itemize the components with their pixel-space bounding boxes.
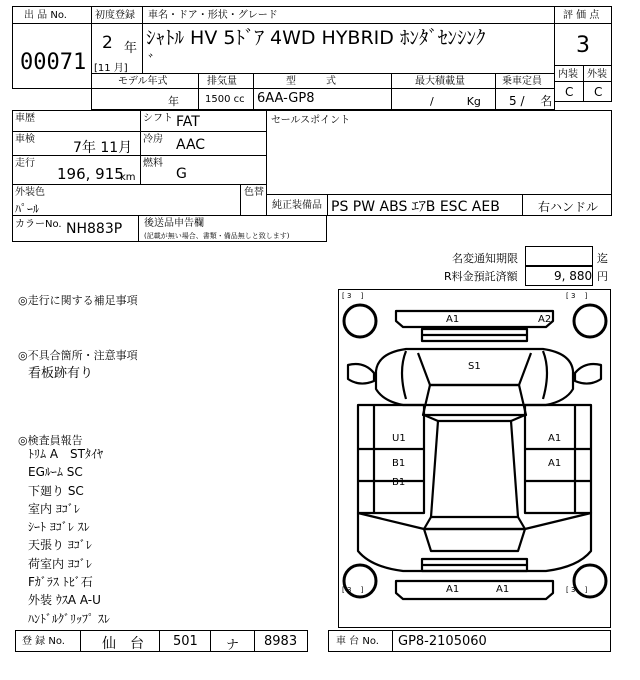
divider: [254, 630, 255, 652]
recycle-fee-unit: 円: [597, 270, 608, 283]
max-load-label: 最大積載量: [415, 76, 465, 87]
car-name-label: 車名・ドア・形状・グレード: [148, 10, 278, 21]
inspector-report-title: ◎検査員報告: [18, 434, 83, 447]
windshield-outline: [423, 385, 526, 415]
mark-rear-bumper-right: A1: [496, 584, 510, 595]
color-number: NH883P: [66, 221, 123, 237]
max-load: / Kg: [430, 95, 481, 108]
recycle-fee-label: R料金預託済額: [444, 270, 518, 283]
mark-right-rear-door: A1: [548, 458, 562, 469]
inspector-line: EGﾙｰﾑ SC: [28, 465, 83, 480]
divider: [12, 23, 92, 24]
air-conditioner: AAC: [176, 137, 206, 153]
exterior-color: ﾊﾟｰﾙ: [15, 202, 40, 216]
recycle-fee: 9, 880: [554, 269, 593, 283]
front-bumper-outline: [396, 311, 553, 327]
inspector-line: ｼｰﾄ ﾖｺﾞﾚ ｽﾚ: [28, 520, 90, 535]
color-number-label: カラーNo.: [15, 219, 62, 230]
divider: [391, 73, 392, 110]
divider: [327, 194, 328, 216]
divider: [91, 23, 143, 24]
inspector-line: ﾄﾘﾑ A STﾀｲﾔ: [28, 447, 103, 461]
divider: [198, 73, 199, 110]
inspector-line: 外装 ｳｽA A-U: [28, 593, 101, 608]
mark-front-bumper-right: A2: [538, 314, 552, 325]
mark-left-rear-quarter: B1: [392, 477, 406, 488]
driving-notes-title: ◎走行に関する補足事項: [18, 294, 138, 307]
tire-tread-rear-left: [ 3 ]: [342, 586, 364, 594]
chassis-label: 車 台 No.: [336, 636, 379, 647]
capacity: 5 / 名: [509, 94, 553, 108]
wheel-front-left-icon: [344, 305, 376, 337]
roof-outline: [431, 421, 518, 517]
defect-item: 看板跡有り: [28, 366, 94, 381]
mileage: 196, 915: [57, 165, 124, 183]
first-registration-month: [11 月]: [94, 63, 128, 74]
shift-label: シフト: [143, 113, 173, 124]
displacement-label: 排気量: [207, 76, 237, 87]
mark-front-bumper-left: A1: [446, 314, 460, 325]
inspector-line: ﾊﾝﾄﾞﾙｸﾞﾘｯﾌﾟ ｽﾚ: [28, 611, 110, 626]
inspector-line: Fｶﾞﾗｽ ﾄﾋﾞ石: [28, 575, 93, 590]
color-change-label: 色替: [244, 187, 264, 198]
car-name-continuation: ﾞ: [148, 52, 157, 71]
wheel-front-right-icon: [574, 305, 606, 337]
displacement: 1500 cc: [205, 94, 245, 105]
equipment-label: 純正装備品: [272, 200, 322, 211]
mileage-unit: km: [120, 172, 136, 183]
history-label: 車歴: [15, 113, 35, 124]
declaration-note: (記載が無い場合、書類・備品無しと致します): [144, 232, 290, 240]
equipment: PS PW ABS ｴｱB ESC AEB: [331, 199, 500, 215]
rear-bumper-outline: [396, 581, 553, 599]
sales-point-label: セールスポイント: [271, 115, 351, 126]
name-change-box: [525, 246, 593, 266]
divider: [495, 73, 496, 110]
chassis-number: GP8-2105060: [398, 634, 487, 649]
mirror-right-icon: [575, 364, 601, 384]
interior-score: C: [565, 85, 574, 99]
body-left-side: [358, 405, 424, 513]
name-change-label: 名変通知期限: [452, 252, 518, 265]
divider: [91, 88, 555, 89]
car-name: ｼｬﾄﾙ HV 5ﾄﾞｱ 4WD HYBRID ﾎﾝﾀﾞｾﾝｼﾝｸ: [146, 27, 486, 49]
divider: [80, 630, 81, 652]
exterior-color-label: 外装色: [15, 187, 45, 198]
mark-left-front-door: U1: [392, 433, 406, 444]
exterior-label: 外装: [587, 69, 607, 80]
lot-number: 00071: [20, 50, 87, 75]
divider: [138, 215, 139, 242]
divider: [12, 184, 267, 185]
divider: [240, 184, 241, 216]
declaration-label: 後送品申告欄: [144, 218, 204, 229]
tire-tread-rear-right: [ 3 ]: [566, 586, 588, 594]
inspector-line: 下廻り SC: [28, 483, 84, 498]
inspector-line: 荷室内 ﾖｺﾞﾚ: [28, 556, 92, 571]
mirror-left-icon: [348, 364, 374, 384]
model-type: 6AA-GP8: [257, 91, 315, 106]
mark-left-rear-door: B1: [392, 458, 406, 469]
car-damage-diagram: [338, 289, 611, 628]
inspector-report-list: [28, 445, 110, 628]
tire-tread-front-left: [ 3 ]: [342, 292, 364, 300]
fuel: G: [176, 166, 187, 182]
registration-number: 8983: [264, 634, 298, 649]
divider: [140, 110, 141, 184]
registration-class: 501: [173, 634, 198, 649]
rear-window: [424, 529, 525, 551]
divider: [12, 155, 267, 156]
lot-number-label: 出 品 No.: [24, 10, 67, 21]
registration-label: 登 録 No.: [22, 636, 65, 647]
type-label: 型 式: [286, 76, 336, 87]
registration-kana: ナ: [226, 638, 240, 653]
fuel-label: 燃料: [143, 158, 163, 169]
mark-right-front-door: A1: [548, 433, 562, 444]
name-change-unit: 迄: [597, 252, 608, 265]
score-label: 評 価 点: [563, 10, 600, 21]
rear-body-outline: [358, 513, 591, 571]
ac-label: 冷房: [143, 134, 163, 145]
inspection-label: 車検: [15, 134, 35, 145]
first-registration-label: 初度登録: [95, 10, 135, 21]
shift: FAT: [176, 114, 200, 130]
divider: [522, 194, 523, 216]
wheel-rear-right-icon: [574, 565, 606, 597]
steering-side: 右ハンドル: [538, 200, 599, 214]
divider: [392, 630, 393, 652]
divider: [554, 23, 612, 24]
mark-hood: S1: [468, 361, 481, 372]
divider: [12, 131, 267, 132]
exterior-score: C: [594, 85, 603, 99]
year-unit: 年: [124, 41, 138, 56]
interior-label: 内装: [558, 69, 578, 80]
inspector-line: 室内 ﾖｺﾞﾚ: [28, 501, 80, 516]
overall-score: 3: [576, 33, 590, 58]
defects-title: ◎不具合箇所・注意事項: [18, 349, 138, 362]
model-year-unit: 年: [168, 95, 179, 108]
divider: [253, 73, 254, 110]
tire-tread-front-right: [ 3 ]: [566, 292, 588, 300]
divider: [210, 630, 211, 652]
model-year-label: モデル年式: [118, 76, 168, 87]
inspector-line: 天張り ﾖｺﾞﾚ: [28, 538, 92, 553]
registration-area: 仙 台: [102, 636, 144, 652]
capacity-label: 乗車定員: [502, 76, 542, 87]
mark-rear-bumper-left: A1: [446, 584, 460, 595]
inspection-expiry: 7年 11月: [73, 140, 133, 156]
first-registration-year: 2: [102, 33, 113, 53]
mileage-label: 走行: [15, 158, 35, 169]
divider: [583, 65, 584, 102]
divider: [159, 630, 160, 652]
